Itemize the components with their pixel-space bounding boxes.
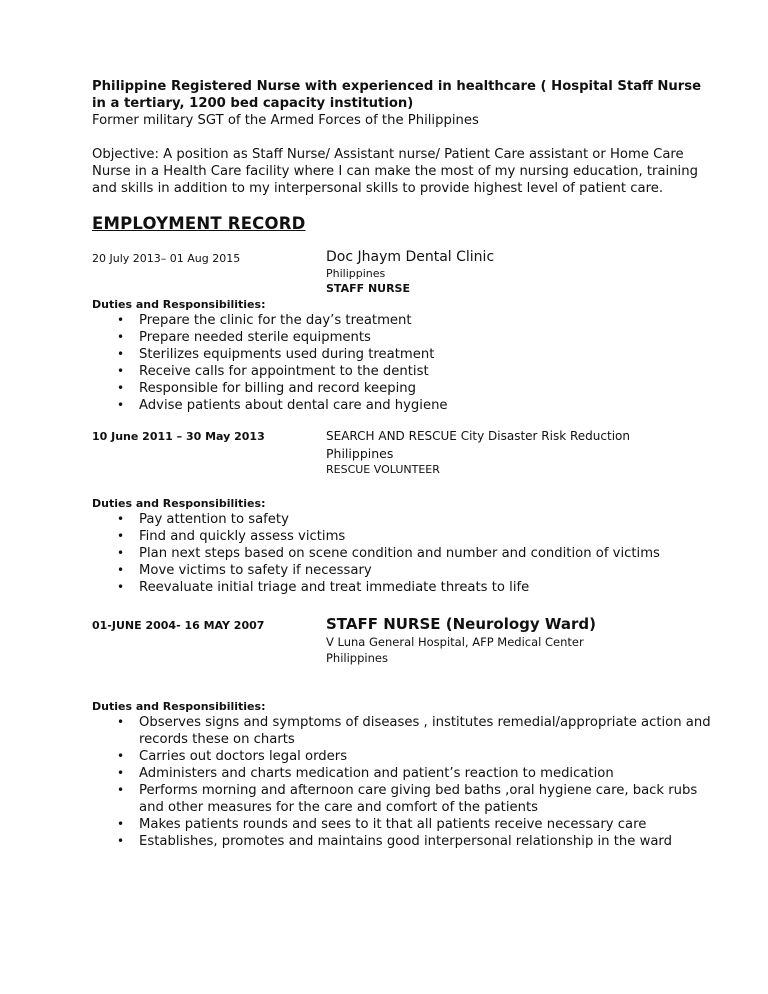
list-item: • Plan next steps based on scene condition and number and condition of victims — [139, 545, 699, 562]
duties-list — [92, 714, 719, 850]
job-location: Philippines — [326, 651, 388, 665]
job-dates: 01-JUNE 2004- 16 MAY 2007 — [92, 619, 265, 632]
list-item: • Reevaluate initial triage and treat immediate threats to life — [139, 579, 699, 596]
list-item: • Move victims to safety if necessary — [139, 562, 699, 579]
job-org: SEARCH AND RESCUE City Disaster Risk Reduction — [326, 429, 630, 443]
resume-page — [92, 78, 712, 850]
list-item: • Responsible for billing and record keeping — [139, 380, 712, 397]
duties-list — [92, 511, 699, 596]
job-entry — [92, 248, 712, 296]
section-title: EMPLOYMENT RECORD — [92, 214, 306, 233]
job-location: Philippines — [326, 446, 394, 461]
list-item: • Prepare the clinic for the day’s treatment — [139, 312, 712, 329]
list-item: • Sterilizes equipments used during treatment — [139, 346, 712, 363]
job-location: Philippines — [326, 267, 386, 280]
job-role: STAFF NURSE — [326, 282, 410, 295]
duties-heading: Duties and Responsibilities: — [92, 700, 266, 713]
objective: Objective: A position as Staff Nurse/ Assistant nurse/ Patient Care assistant or Home Care Nurse in a Health Care facility where I can make the most of my nursing education, training and skills in addition to my interpersonal skills to provide highest level of patient care. — [92, 147, 698, 196]
list-item: • Administers and charts medication and patient’s reaction to medication — [139, 765, 719, 782]
job-org: V Luna General Hospital, AFP Medical Center — [326, 635, 584, 649]
duties-heading: Duties and Responsibilities: — [92, 497, 266, 510]
list-item: • Receive calls for appointment to the dentist — [139, 363, 712, 380]
subline: Former military SGT of the Armed Forces of the Philippines — [92, 113, 479, 128]
duties-heading: Duties and Responsibilities: — [92, 298, 266, 311]
job-dates: 20 July 2013– 01 Aug 2015 — [92, 252, 241, 265]
list-item: • Find and quickly assess victims — [139, 528, 699, 545]
list-item: • Carries out doctors legal orders — [139, 748, 719, 765]
list-item: • Pay attention to safety — [139, 511, 699, 528]
job-entry — [92, 614, 712, 666]
list-item: • Performs morning and afternoon care giving bed baths ,oral hygiene care, back rubs and other measures for the care and comfort of the patients — [139, 782, 719, 816]
job-org: Doc Jhaym Dental Clinic — [326, 249, 495, 265]
job-role: RESCUE VOLUNTEER — [326, 463, 440, 476]
list-item: • Prepare needed sterile equipments — [139, 329, 712, 346]
list-item: • Observes signs and symptoms of diseases , institutes remedial/appropriate action and records these on charts — [139, 714, 719, 748]
list-item: • Advise patients about dental care and hygiene — [139, 397, 712, 414]
headline: Philippine Registered Nurse with experienced in healthcare ( Hospital Staff Nurse in a tertiary, 1200 bed capacity institution) — [92, 79, 702, 111]
job-role: STAFF NURSE (Neurology Ward) — [326, 615, 597, 633]
job-entry — [92, 428, 712, 477]
list-item: • Establishes, promotes and maintains good interpersonal relationship in the ward — [139, 833, 719, 850]
list-item: • Makes patients rounds and sees to it that all patients receive necessary care — [139, 816, 719, 833]
duties-list — [92, 312, 712, 414]
job-dates: 10 June 2011 – 30 May 2013 — [92, 430, 265, 443]
